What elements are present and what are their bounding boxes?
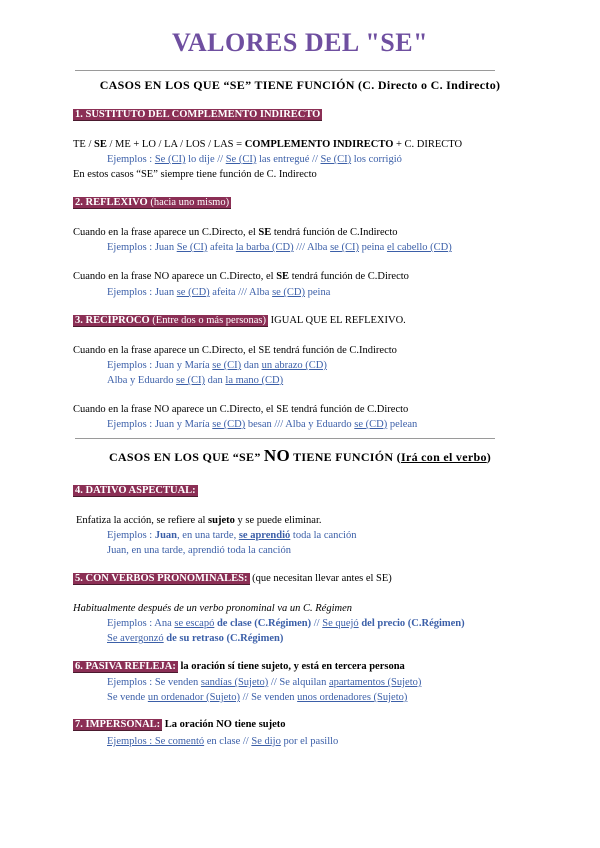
s2-line-1: Cuando en la frase aparece un C.Directo, el SE tendrá función de C.Indirecto <box>73 227 398 238</box>
s4-examples-1: Ejemplos : Juan, en una tarde, se aprendió toda la canción <box>107 530 357 541</box>
s3-examples-3: Ejemplos : Juan y María se (CD) besan /// Alba y Eduardo se (CD) pelean <box>107 419 418 430</box>
divider <box>75 70 495 71</box>
section-6-header: 6. PASIVA REFLEJA: la oración sí tiene sujeto, y está en tercera persona <box>75 661 405 672</box>
s3-line-2: Cuando en la frase NO aparece un C.Directo, el SE tendrá función de C.Directo <box>73 404 409 415</box>
s2-examples-2: Ejemplos : Juan se (CD) afeita /// Alba se (CD) peina <box>107 287 331 298</box>
s3-line-1: Cuando en la frase aparece un C.Directo, el SE tendrá función de C.Indirecto <box>73 345 397 356</box>
section-5-header: 5. CON VERBOS PRONOMINALES: (que necesitan llevar antes el SE) <box>75 573 392 584</box>
section-2-header <box>73 196 231 210</box>
s4-examples-2: Juan, en una tarde, aprendió toda la canción <box>107 545 291 556</box>
section-2-label: 2. REFLEXIVO (hacia uno mismo) <box>75 197 230 208</box>
case1-heading: CASOS EN LOS QUE “SE” TIENE FUNCIÓN (C. Directo o C. Indirecto) <box>99 78 501 92</box>
s2-line-2: Cuando en la frase NO aparece un C.Directo, el SE tendrá función de C.Directo <box>73 271 409 282</box>
s3-examples-1: Ejemplos : Juan y María se (CI) dan un abrazo (CD) <box>107 360 327 371</box>
section-3-label: 3. RECÍPROCO (Entre dos o más personas) <box>75 315 267 326</box>
section-6-label: 6. PASIVA REFLEJA: <box>75 661 176 672</box>
s1-rule: TE / SE / ME + LO / LA / LOS / LAS = COMPLEMENTO INDIRECTO + C. DIRECTO <box>73 139 463 150</box>
s3-examples-2: Alba y Eduardo se (CI) dan la mano (CD) <box>107 375 284 386</box>
section-7-header: 7. IMPERSONAL: La oración NO tiene sujeto <box>75 719 286 730</box>
section-7-label: 7. IMPERSONAL: <box>75 719 161 730</box>
section-5-label: 5. CON VERBOS PRONOMINALES: <box>75 573 248 584</box>
case2-heading: CASOS EN LOS QUE “SE” NO TIENE FUNCIÓN (Irá con el verbo) <box>108 446 492 465</box>
s7-examples-1: Ejemplos : Se comentó en clase // Se dijo por el pasillo <box>107 736 339 747</box>
s1-examples: Ejemplos : Se (CI) lo dije // Se (CI) las entregué // Se (CI) los corrigió <box>107 154 402 165</box>
section-4-header <box>73 484 198 498</box>
section-3-header: 3. RECÍPROCO (Entre dos o más personas) IGUAL QUE EL REFLEXIVO. <box>75 315 406 326</box>
s2-examples-1: Ejemplos : Juan Se (CI) afeita la barba (CD) /// Alba se (CI) peina el cabello (CD) <box>107 242 452 253</box>
divider <box>75 438 495 439</box>
s6-examples-1: Ejemplos : Se venden sandías (Sujeto) // Se alquilan apartamentos (Sujeto) <box>107 677 422 688</box>
page-title: VALORES DEL "SE" <box>171 28 429 57</box>
s4-line-1: Enfatiza la acción, se refiere al sujeto y se puede eliminar. <box>76 515 322 526</box>
section-1-label: 1. SUSTITUTO DEL COMPLEMENTO INDIRECTO <box>75 109 321 120</box>
section-4-label: 4. DATIVO ASPECTUAL: <box>75 485 196 496</box>
s6-examples-2: Se vende un ordenador (Sujeto) // Se venden unos ordenadores (Sujeto) <box>107 692 408 703</box>
s5-line-1: Habitualmente después de un verbo pronominal va un C. Régimen <box>73 603 352 614</box>
s5-examples-1: Ejemplos : Ana se escapó de clase (C.Régimen) // Se quejó del precio (C.Régimen) <box>107 618 465 629</box>
s5-examples-2: Se avergonzó de su retraso (C.Régimen) <box>107 633 284 644</box>
section-1-header <box>73 108 322 122</box>
s1-note: En estos casos “SE” siempre tiene función de C. Indirecto <box>73 169 317 180</box>
